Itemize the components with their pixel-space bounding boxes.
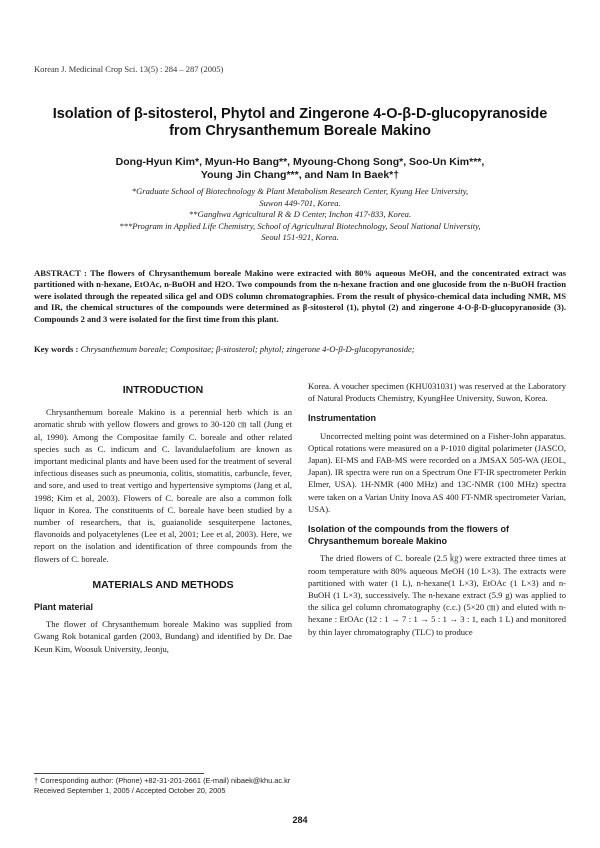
introduction-paragraph: Chrysanthemum boreale Makino is a perennial herb which is an aromatic shrub with yellow flowers and grows to 30-120 ㎝ tall (Jung et al, 1990). Among the Compositae family C. boreale and other related species such as C. indicum and C. lavandulaefolium are known as important medicinal plants and have been used for the treatment of several infectious diseases such as pneumonia, colitis, stomatitis, carbuncle, fever, and sore, and used to treat vertigo and hypertensive symptoms (Jang et al, 1998; Kim et al, 2003). Flowers of C. boreale are also a common folk liquor in Korea. The constituents of C. boreale have been studied by a number of researchers, that is, guaianolide sesquiterpene lactones, flavonoids and polyacetylenes (Lee et al, 2001; Lee et al, 2003). Here, we report on the isolation and identification of three compounds from the flowers of C. boreale. [34, 407, 292, 564]
affiliation-line: *Graduate School of Biotechnology & Plant Metabolism Research Center, Kyung Hee University, [131, 186, 469, 196]
left-column [34, 380, 292, 655]
affiliation-line: Suwon 449-701, Korea. [259, 197, 341, 208]
title-line-1: Isolation of β-sitosterol, Phytol and Zingerone 4-O-β-D-glucopyranoside [52, 106, 548, 122]
plant-material-heading: Plant material [34, 602, 94, 613]
instrumentation-paragraph: Uncorrected melting point was determined on a Fisher-John apparatus. Optical rotations were measured on a P-1010 digital polarimeter (JASCO, Japan). EI-MS and FAB-MS were recorded on a JMSAX 505-WA (JEOL, Japan). IR spectra were run on a Spectrum One FT-IR spectrometer Perkin Elmer, USA). 1H-NMR (400 MHz) and 13C-NMR (100 MHz) spectra were taken on a Varian Unity Inova AS 400 FT-NMR spectrometer Varian, USA). [308, 430, 566, 514]
article-title [30, 106, 570, 140]
journal-header: Korean J. Medicinal Crop Sci. 13(5) : 284 – 287 (2005) [34, 64, 224, 74]
affiliation-line: ***Program in Applied Life Chemistry, School of Agricultural Biotechnology, Seoul National University, [119, 220, 481, 231]
isolation-paragraph: The dried flowers of C. boreale (2.5 ㎏) were extracted three times at room temperature with 80% aqueous MeOH (10 L×3). The extracts were partitioned with water (1 L), n-hexane(1 L×3), EtOAc (1 L×3) and n-BuOH (1 L×3), successively. The n-hexane extract (5.9 g) was applied to the silica gel column chromatography (c.c.) (5×20 ㎝) and eluted with n-hexane : EtOAc (12 : 1 → 7 : 1 → 5 : 1 → 3 : 1, each 1 L) and monitored by thin layer chromatography (TLC) to produce [308, 553, 566, 637]
affiliation-line: Seoul 151-921, Korea. [261, 232, 339, 242]
introduction-heading: INTRODUCTION [122, 384, 204, 396]
continuation-paragraph: Korea. A voucher specimen (KHU031031) was reserved at the Laboratory of Natural Products Chemistry, KyungHee University, Suwon, Korea. [308, 381, 566, 404]
methods-heading: MATERIALS AND METHODS [92, 578, 234, 591]
page-number: 284 [292, 815, 308, 825]
keywords [34, 344, 566, 355]
corresponding-author: † Corresponding author: (Phone) +82-31-201-2661 (E-mail) nibaek@khu.ac.kr [34, 776, 291, 785]
received-dates: Received September 1, 2005 / Accepted October 20, 2005 [34, 786, 226, 795]
abstract: ABSTRACT : The flowers of Chrysanthemum boreale Makino were extracted with 80% aqueous MeOH, and the concentrated extract was partitioned with n-hexane, EtOAc, n-BuOH and H2O. Two compounds from the n-hexane fraction and one glucoside from the n-BuOH fraction were isolated through the repeated silica gel and ODS column chromatographies. From the result of physico-chemical data including NMR, MS and IR, the chemical structures of the compounds were determined as β-sitosterol (1), phytol (2) and zingerone 4-O-β-D-glucopyranoside (3). Compounds 2 and 3 were isolated for the first time from this plant. [34, 268, 566, 324]
plant-material-paragraph: The flower of Chrysanthemum boreale Makino was supplied from Gwang Rok botanical garden (2003, Bundang) and identified by Dr. Dae Keun Kim, Woosuk University, Jeonju, [34, 619, 292, 654]
author-list [40, 156, 560, 182]
keywords-text: Chrysanthemum boreale; Compositae; β-sitosterol; phytol; zingerone 4-O-β-D-glucopyranoside; [80, 344, 415, 354]
isolation-heading: Isolation of the compounds from the flowers of Chrysanthemum boreale Makino [308, 524, 510, 547]
footnote [34, 776, 290, 796]
right-column [308, 380, 566, 638]
affiliation-line: **Ganghwa Agricultural R & D Center, Inchon 417-833, Korea. [188, 209, 412, 219]
title-line-2: from Chrysanthemum Boreale Makino [169, 123, 431, 139]
keywords-label: Key words : [34, 344, 79, 354]
authors-line-2: Young Jin Chang***, and Nam In Baek*† [200, 169, 400, 181]
instrumentation-heading: Instrumentation [308, 413, 377, 424]
affiliations [40, 186, 560, 244]
footnote-divider [34, 773, 204, 774]
authors-line-1: Dong-Hyun Kim*, Myun-Ho Bang**, Myoung-Chong Song*, Soo-Un Kim***, [115, 156, 485, 168]
